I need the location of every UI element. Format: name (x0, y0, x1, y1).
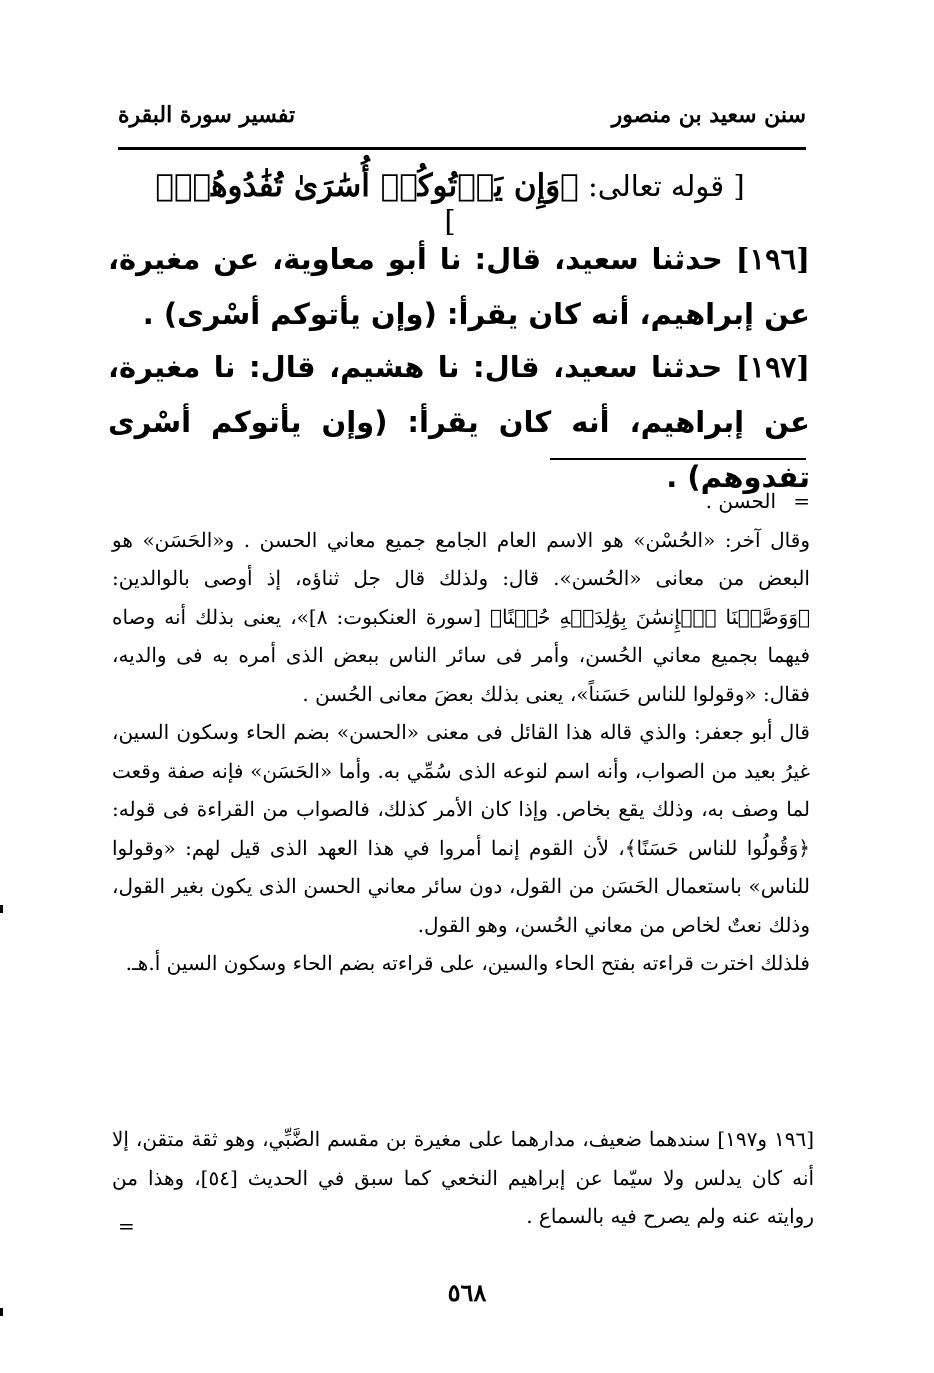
footnotes-block (112, 482, 810, 983)
hadith-197 (108, 340, 810, 505)
footnote-end-marker: = (118, 1214, 135, 1238)
header-divider (118, 147, 806, 150)
footnote-divider (550, 458, 806, 460)
hadith-number: [١٩٦] (735, 242, 810, 276)
hadith-number: [١٩٧] (735, 350, 810, 384)
hadith-text: حدثنا سعيد، قال: نا هشيم، قال: نا مغيرة، عن إبراهيم، أنه كان يقرأ: (وإن يأتوكم أسْرى تفدوهم) . (108, 350, 810, 494)
footnote-continuation-marker: = (793, 489, 810, 513)
running-header-book-title: سنن سعيد بن منصور (611, 102, 806, 128)
verse-heading-open: [ قوله تعالى: (588, 169, 745, 203)
scan-margin-mark (0, 1308, 3, 1316)
running-header-section-title: تفسير سورة البقرة (118, 102, 296, 128)
footnote-line: الحسن . (705, 489, 776, 513)
footnote-paragraph: وقال آخر: «الحُسْن» هو الاسم العام الجامع جميع معاني الحسن . و«الحَسَن» هو البعض من معانى «الحُسن». قال: ولذلك قال جل ثناؤه، إذ أوصى بالوالدين: ﴿وَوَصَّيۡنَا ٱلۡإِنسَٰنَ بِوَٰلِدَيۡهِ حُسۡنًا﴾ [سورة العنكبوت: ٨]»، يعنى بذلك أنه وصاه فيهما بجميع معاني الحُسن، وأمر فى سائر الناس ببعض الذى أمره به فى والديه، فقال: «وقولوا للناس حَسَناً»، يعنى بذلك بعضَ معانى الحُسن . (112, 527, 810, 706)
quran-verse: ﴿وَإِن يَأۡتُوكُمۡ أُسَٰرَىٰ تُفَٰدُوهُمۡ﴾ (155, 168, 579, 204)
page-number: ٥٦٨ (447, 1278, 487, 1307)
footnote-paragraph: فلذلك اخترت قراءته بفتح الحاء والسين، على قراءته بضم الحاء وسكون السين أ.هـ. (125, 951, 810, 975)
scan-margin-mark (0, 905, 3, 913)
footnote-paragraph: قال أبو جعفر: والذي قاله هذا القائل فى معنى «الحسن» بضم الحاء وسكون السين، غيرُ بعيد من الصواب، وأنه اسم لنوعه الذى سُمِّي به. وأما «الحَسَن» فإنه صفة وقعت لما وصف به، وذلك يقع بخاص. وإذا كان الأمر كذلك، فالصواب من القراءة فى قوله: ﴿وَقُولُوا للناس حَسَنًا﴾، لأن القوم إنما أمروا في هذا العهد الذى قيل لهم: «وقولوا للناس» باستعمال الحَسَن من القول، دون سائر معاني الحسن الذى يكون بغير القول، وذلك نعتٌ لخاص من معاني الحُسن، وهو القول. (112, 720, 810, 937)
footnote-196-197 (112, 1120, 814, 1236)
footnote-number: [١٩٦ و١٩٧] (717, 1127, 814, 1151)
verse-heading-close: ] (444, 204, 456, 238)
hadith-text: حدثنا سعيد، قال: نا أبو معاوية، عن مغيرة، عن إبراهيم، أنه كان يقرأ: (وإن يأتوكم أسْرى) . (108, 242, 810, 331)
hadith-196 (108, 232, 810, 342)
verse-heading (150, 168, 750, 238)
footnote-text: سندهما ضعيف، مدارهما على مغيرة بن مقسم الضَّبِّي، وهو ثقة متقن، إلا أنه كان يدلس ولا سيّما عن إبراهيم النخعي كما سبق في الحديث [٥٤]، وهذا من روايته عنه ولم يصرح فيه بالسماع . (112, 1127, 815, 1228)
